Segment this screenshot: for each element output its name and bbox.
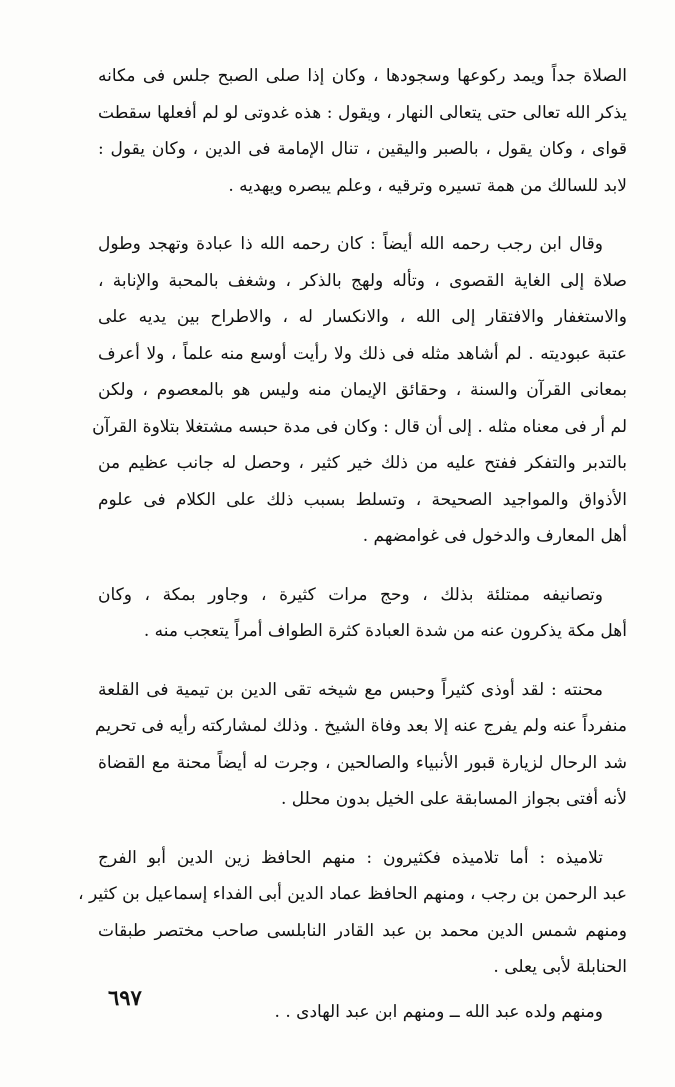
text-line: لأنه أفتى بجواز المسابقة على الخيل بدون محلل .: [280, 789, 627, 809]
text-line: لابد للسالك من همة تسيره وترقيه ، وعلم يبصره ويهديه .: [228, 175, 627, 196]
text-line: قواى ، وكان يقول ، بالصبر واليقين ، تنال الإمامة فى الدين ، وكان يقول :: [98, 139, 627, 159]
text-line: الأذواق والمواجيد الصحيحة ، وتسلط بسبب ذلك على الكلام فى علوم: [98, 489, 627, 510]
text-line: عبد الرحمن بن رجب ، ومنهم الحافظ عماد الدين أبى الفداء إسماعيل بن كثير ،: [78, 884, 627, 904]
text-line: بمعانى القرآن والسنة ، وحقائق الإيمان منه وليس هو بالمعصوم ، ولكن: [98, 380, 627, 400]
text-line: ومنهم شمس الدين محمد بن عبد القادر النابلسى صاحب مختصر طبقات: [98, 920, 627, 941]
text-line: لم أر فى معناه مثله . إلى أن قال : وكان فى مدة حبسه مشتغلا بتلاوة القرآن: [92, 416, 627, 437]
paragraph-son: [98, 994, 627, 1031]
paragraph-gap: [98, 650, 627, 672]
text-line: وقال ابن رجب رحمه الله أيضاً : كان رحمه الله ذا عبادة وتهجد وطول: [98, 234, 603, 254]
text-line: ومنهم ولده عبد الله ــ ومنهم ابن عبد الهادى . .: [274, 1001, 603, 1022]
text-line: الصلاة جداً ويمد ركوعها وسجودها ، وكان إذا صلى الصبح جلس فى مكانه: [98, 66, 627, 86]
text-line: عتبة عبوديته . لم أشاهد مثله فى ذلك ولا رأيت أوسع منه علماً ، ولا أعرف: [98, 343, 627, 364]
paragraph-worship: [98, 58, 627, 204]
text-line: الحنابلة لأبى يعلى .: [493, 957, 627, 977]
text-line: والاستغفار والافتقار إلى الله ، والانكسار له ، والاطراح بين يديه على: [98, 307, 627, 327]
text-line: وتصانيفه ممتلئة بذلك ، وحج مرات كثيرة ، وجاور بمكة ، وكان: [98, 584, 603, 605]
text-line: شد الرحال لزيارة قبور الأنبياء والصالحين ، وجرت له أيضاً محنة مع القضاة: [98, 752, 627, 773]
text-line: تلاميذه : أما تلاميذه فكثيرون : منهم الحافظ زين الدين أبو الفرج: [98, 847, 603, 868]
text-line: أهل المعارف والدخول فى غوامضهم .: [362, 526, 627, 546]
paragraph-gap: [98, 204, 627, 226]
paragraph-ibn-rajab: [92, 226, 627, 555]
paragraph-gap: [98, 555, 627, 577]
text-line: بالتدبر والتفكر ففتح عليه من ذلك خير كثير ، وحصل له جانب عظيم من: [98, 453, 627, 473]
paragraph-gap: [98, 986, 627, 994]
paragraph-writings: [98, 577, 627, 650]
text-line: يذكر الله تعالى حتى يتعالى النهار ، ويقول : هذه غدوتى لو لم أفعلها سقطت: [98, 102, 627, 123]
text-line: أهل مكة يذكرون عنه من شدة العبادة كثرة الطواف أمراً يتعجب منه .: [143, 621, 627, 641]
paragraph-students: [78, 840, 627, 986]
paragraph-ordeal: [95, 672, 627, 818]
text-line: صلاة إلى الغاية القصوى ، وتأله ولهج بالذكر ، وشغف بالمحبة والإنابة ،: [98, 270, 627, 291]
paragraph-gap: [98, 818, 627, 840]
text-line: محنته : لقد أوذى كثيراً وحبس مع شيخه تقى الدين بن تيمية فى القلعة: [98, 679, 603, 700]
page-body: [78, 58, 627, 1030]
text-line: منفرداً عنه ولم يفرج عنه إلا بعد وفاة الشيخ . وذلك لمشاركته رأيه فى تحريم: [95, 716, 627, 736]
page-number: ٦٩٧: [108, 985, 142, 1010]
